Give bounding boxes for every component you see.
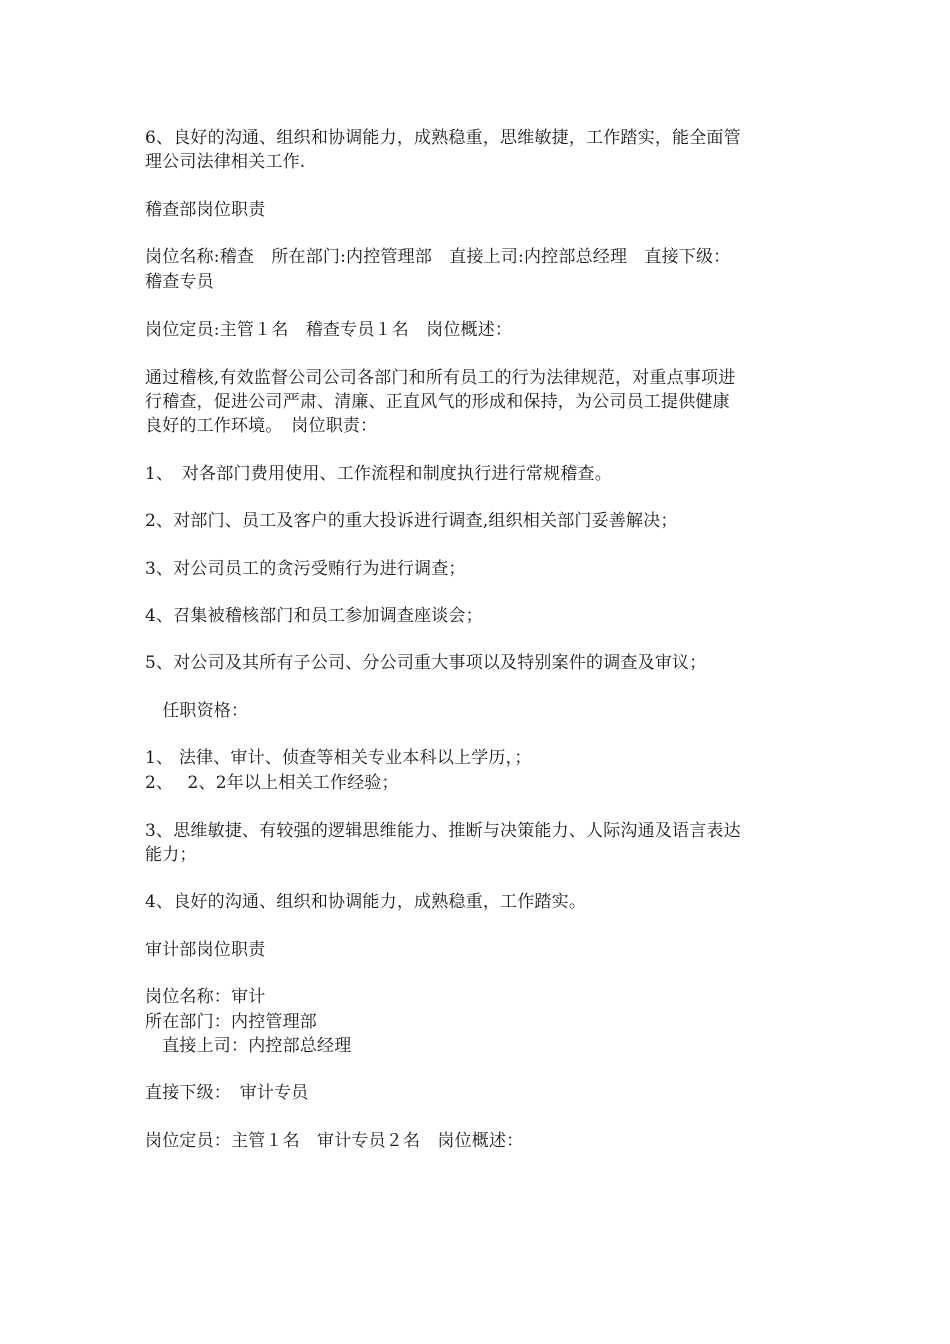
section-heading-audit-inspection: 稽查部岗位职责 [145, 200, 266, 220]
overview-line-2: 行稽查，促进公司严肃、清廉、正直风气的形成和保持，为公司员工提供健康 [145, 392, 730, 412]
duty-item-1: 1、 对各部门费用使用、工作流程和制度执行进行常规稽查。 [145, 464, 612, 484]
qualification-item-4: 4、良好的沟通、组织和协调能力，成熟稳重，工作踏实。 [145, 892, 587, 912]
audit-supervisor: 直接上司：内控部总经理 [145, 1036, 352, 1056]
duty-item-3: 3、对公司员工的贪污受贿行为进行调查； [145, 559, 466, 579]
audit-position-name: 岗位名称：审计 [145, 987, 266, 1007]
duty-item-4: 4、召集被稽核部门和员工参加调查座谈会； [145, 606, 483, 626]
qualification-item-2: 2、 2、2年以上相关工作经验； [145, 773, 399, 793]
qualifications-heading: 任职资格： [145, 701, 249, 721]
audit-department: 所在部门：内控管理部 [145, 1012, 317, 1032]
requirement-6-line-2: 理公司法律相关工作. [145, 152, 306, 172]
qualification-item-3-line-2: 能力； [145, 845, 197, 865]
duty-item-5: 5、对公司及其所有子公司、分公司重大事项以及特别案件的调查及审议； [145, 653, 707, 673]
position-info-line-1: 岗位名称:稽查 所在部门:内控管理部 直接上司:内控部总经理 直接下级： [145, 247, 731, 267]
qualification-item-3-line-1: 3、思维敏捷、有较强的逻辑思维能力、推断与决策能力、人际沟通及语言表达 [145, 821, 741, 841]
audit-subordinate: 直接下级： 审计专员 [145, 1083, 309, 1103]
audit-staffing-line: 岗位定员：主管１名 审计专员２名 岗位概述： [145, 1131, 524, 1151]
overview-line-1: 通过稽核,有效监督公司公司各部门和所有员工的行为法律规范，对重点事项进 [145, 368, 736, 388]
requirement-6-line-1: 6、良好的沟通、组织和协调能力，成熟稳重，思维敏捷，工作踏实，能全面管 [145, 128, 741, 148]
section-heading-audit: 审计部岗位职责 [145, 940, 266, 960]
position-info-line-2: 稽查专员 [145, 272, 214, 292]
qualification-item-1: 1、 法律、审计、侦查等相关专业本科以上学历，； [145, 748, 532, 768]
staffing-line: 岗位定员:主管１名 稽查专员１名 岗位概述： [145, 320, 513, 340]
overview-line-3: 良好的工作环境。 岗位职责： [145, 416, 378, 436]
duty-item-2: 2、对部门、员工及客户的重大投诉进行调查,组织相关部门妥善解决； [145, 511, 678, 531]
